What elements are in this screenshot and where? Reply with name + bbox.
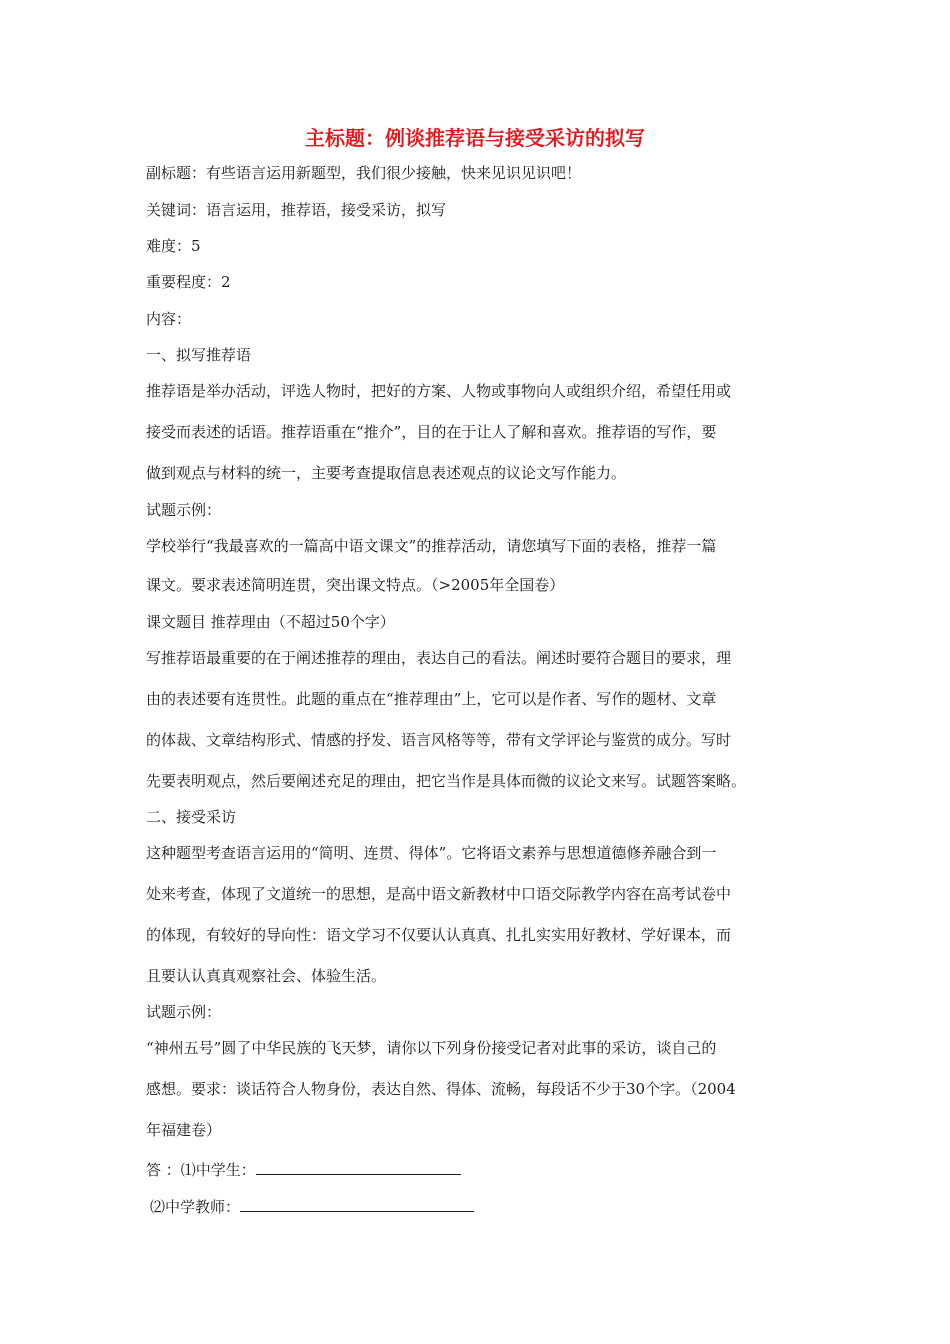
content-label: 内容： [146,310,192,328]
example-label: 试题示例： [146,1003,222,1021]
paragraph-line: 课文。要求表述简明连贯，突出课文特点。（>2005年全国卷） [146,576,565,594]
paragraph-line: 且要认认真真观察社会、体验生活。 [146,967,387,985]
difficulty-line: 难度：5 [146,237,201,255]
table-header-line: 课文题目 推荐理由（不超过50个字） [146,613,395,631]
paragraph-line: 年福建卷） [146,1121,222,1139]
paragraph-line: 学校举行“我最喜欢的一篇高中语文课文”的推荐活动，请您填写下面的表格，推荐一篇 [146,537,717,555]
paragraph-line: 处来考查，体现了文道统一的思想，是高中语文新教材中口语交际教学内容在高考试卷中 [146,885,732,903]
section-heading-2: 二、接受采访 [146,808,237,826]
paragraph-line: 推荐语是举办活动，评选人物时，把好的方案、人物或事物向人或组织介绍，希望任用或 [146,382,732,400]
answer-label-student: 答 ：⑴中学生： [146,1161,256,1179]
paragraph-line: 由的表述要有连贯性。此题的重点在“推荐理由”上，它可以是作者、写作的题材、文章 [146,690,717,708]
answer-label-teacher: ⑵中学教师： [150,1198,241,1216]
paragraph-line: 感想。要求：谈话符合人物身份，表达自然、得体、流畅，每段话不少于30个字。（2004 [146,1080,736,1098]
importance-line: 重要程度：2 [146,273,231,291]
paragraph-line: 的体现，有较好的导向性：语文学习不仅要认认真真、扎扎实实用好教材、学好课本，而 [146,926,732,944]
answer-blank-teacher[interactable] [240,1194,474,1212]
subtitle-line: 副标题：有些语言运用新题型，我们很少接触，快来见识见识吧！ [146,164,582,182]
paragraph-line: 做到观点与材料的统一，主要考查提取信息表述观点的议论文写作能力。 [146,464,627,482]
main-title: 主标题：例谈推荐语与接受采访的拟写 [305,126,645,150]
keywords-line: 关键词：语言运用，推荐语，接受采访，拟写 [146,201,447,219]
paragraph-line: “神州五号”圆了中华民族的飞天梦，请你以下列身份接受记者对此事的采访，谈自己的 [146,1039,717,1057]
paragraph-line: 写推荐语最重要的在于阐述推荐的理由，表达自己的看法。阐述时要符合题目的要求，理 [146,649,732,667]
paragraph-line: 的体裁、文章结构形式、情感的抒发、语言风格等等，带有文学评论与鉴赏的成分。写时 [146,731,732,749]
example-label: 试题示例： [146,501,222,519]
answer-line-2 [150,1194,830,1217]
paragraph-line: 先要表明观点，然后要阐述充足的理由，把它当作是具体而微的议论文来写。试题答案略。 [146,772,747,790]
answer-blank-student[interactable] [256,1157,461,1175]
section-heading-1: 一、拟写推荐语 [146,346,252,364]
paragraph-line: 这种题型考查语言运用的“简明、连贯、得体”。它将语文素养与思想道德修养融合到一 [146,844,717,862]
answer-line-1 [146,1157,826,1180]
paragraph-line: 接受而表述的话语。推荐语重在“推介”，目的在于让人了解和喜欢。推荐语的写作，要 [146,423,717,441]
